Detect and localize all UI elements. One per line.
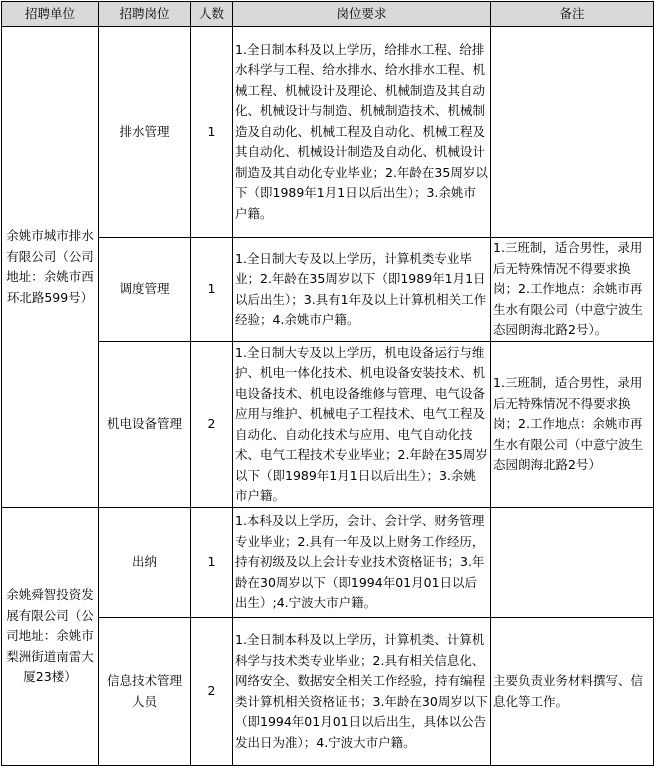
header-position: 招聘岗位 (99, 2, 191, 27)
recruitment-table (1, 1, 654, 766)
count-cell: 2 (191, 618, 233, 766)
table-row (2, 238, 654, 342)
count-cell: 2 (191, 342, 233, 508)
table-row (2, 27, 654, 238)
header-count: 人数 (191, 2, 233, 27)
remark-cell: 1.三班制，适合男性，录用后无特殊情况不得要求换岗；2.工作地点：余姚市再生水有限公司（中意宁波生态园朗海北路2号） (491, 342, 654, 508)
remark-cell (491, 508, 654, 618)
header-unit: 招聘单位 (2, 2, 99, 27)
table-header-row (2, 2, 654, 27)
count-cell: 1 (191, 27, 233, 238)
count-cell: 1 (191, 238, 233, 342)
table-row (2, 342, 654, 508)
requirements-cell: 1.本科及以上学历，会计、会计学、财务管理专业毕业；2.具有一年及以上财务工作经历，持有初级及以上会计专业技术资格证书；3.年龄在30周岁以下（即1994年01月01日以后出生）;4.宁波大市户籍。 (233, 508, 491, 618)
unit-cell: 余姚舜智投资发展有限公司（公司地址：余姚市梨洲街道南雷大厦23楼） (2, 508, 99, 766)
table-row (2, 508, 654, 618)
position-cell: 机电设备管理 (99, 342, 191, 508)
position-cell: 调度管理 (99, 238, 191, 342)
remark-cell: 1.三班制，适合男性，录用后无特殊情况不得要求换岗；2.工作地点：余姚市再生水有限公司（中意宁波生态园朗海北路2号）。 (491, 238, 654, 342)
count-cell: 1 (191, 508, 233, 618)
requirements-cell: 1.全日制本科及以上学历，给排水工程、给排水科学与工程、给水排水、给水排水工程、机械工程、机械设计及理论、机械制造及其自动化、机械设计与制造、机械制造技术、机械制造及自动化、机械工程及自动化、机械工程及其自动化、机械设计制造及自动化、机械设计制造及其自动化专业毕业；2.年龄在35周岁以下（即1989年1月1日以后出生）；3.余姚市户籍。 (233, 27, 491, 238)
requirements-cell: 1.全日制大专及以上学历，计算机类专业毕业；2.年龄在35周岁以下（即1989年1月1日以后出生）；3.具有1年及以上计算机相关工作经验；4.余姚市户籍。 (233, 238, 491, 342)
remark-cell (491, 27, 654, 238)
position-cell: 排水管理 (99, 27, 191, 238)
header-requirements: 岗位要求 (233, 2, 491, 27)
position-cell: 信息技术管理人员 (99, 618, 191, 766)
requirements-cell: 1.全日制大专及以上学历，机电设备运行与维护、机电一体化技术、机电设备安装技术、机电设备技术、机电设备维修与管理、电气设备应用与维护、机械电子工程技术、电气工程及自动化、自动化技术与应用、电气自动化技术、电气工程技术专业毕业；2.年龄在35周岁以下（即1989年1月1日以后出生）；3.余姚市户籍。 (233, 342, 491, 508)
table-row (2, 618, 654, 766)
position-cell: 出纳 (99, 508, 191, 618)
requirements-cell: 1.全日制本科及以上学历，计算机类、计算机科学与技术类专业毕业；2.具有相关信息化、网络安全、数据安全相关工作经验，持有编程类计算机相关资格证书；3.年龄在30周岁以下（即1994年01月01日以后出生，具体以公告发出日为准）；4.宁波大市户籍。 (233, 618, 491, 766)
remark-cell: 主要负责业务材料撰写、信息化等工作。 (491, 618, 654, 766)
header-remark: 备注 (491, 2, 654, 27)
unit-cell: 余姚市城市排水有限公司（公司地址：余姚市西环北路599号） (2, 27, 99, 508)
